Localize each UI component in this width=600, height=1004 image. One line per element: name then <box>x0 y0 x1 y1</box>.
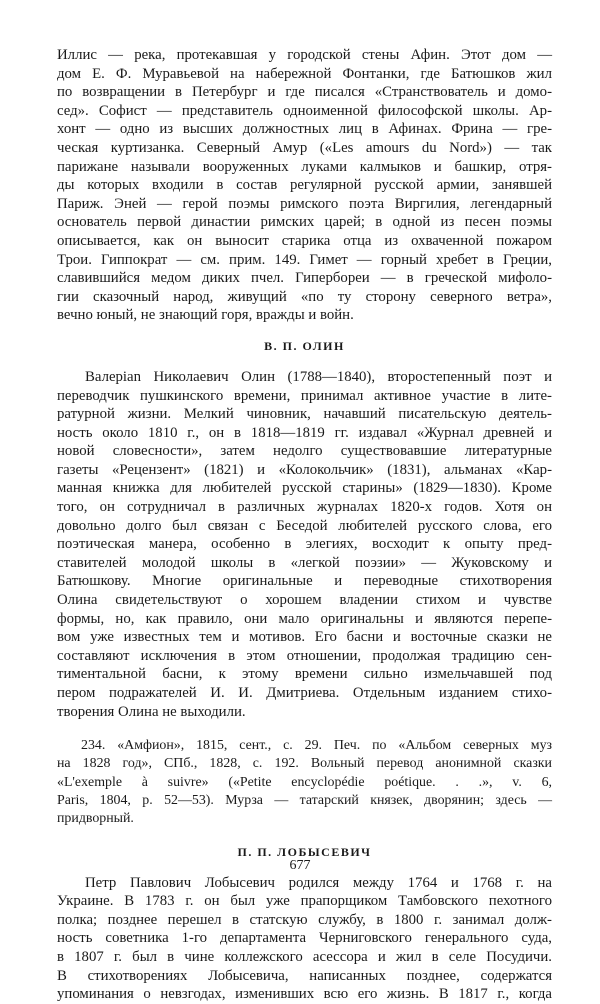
text-line: Олина свидетельствуют о хорошем владении стихом и чувстве <box>57 592 552 609</box>
notes-continuation <box>57 46 552 325</box>
text-line: на 1828 год», СПб., 1828, с. 192. Вольный перевод анонимной сказки <box>57 756 552 772</box>
section-heading-olin: В. П. ОЛИН <box>264 338 345 353</box>
text-line: описывается, как он выносит старика отца из охваченной пожаром <box>57 232 552 249</box>
lobysevich-biography <box>57 874 552 1004</box>
text-line: формы, но, как правило, они мало оригинальны и являются перепе- <box>57 610 552 627</box>
text-line: пером подражателей И. И. Дмитриева. Отдельным изданием стихо- <box>57 685 552 701</box>
text-line: упоминания о невзгодах, изменивших всю его жизнь. В 1817 г., когда <box>57 986 552 1003</box>
text-line: вом уже известных тем и мотивов. Его басни и восточные сказки не <box>57 629 552 646</box>
text-line: В стихотворениях Лобысевича, написанных позднее, содержатся <box>57 967 552 984</box>
text-line: Paris, 1804, p. 52—53). Мурза — татарский князек, дворянин; здесь — <box>57 793 552 809</box>
text-line: Украине. В 1783 г. он был уже прапорщиком Тамбовского пехотного <box>57 893 552 910</box>
text-line: ность советника 1-го департамента Черниговского генерального суда, <box>57 930 552 947</box>
text-line: Трои. Гиппократ — см. прим. 149. Гимет — горный хребет в Греции, <box>57 251 552 268</box>
text-line: тиментальной басни, к этому времени сильно измельчавшей под <box>57 666 552 683</box>
text-line: ратурной жизни. Мелкий чиновник, начавший писательскую деятель- <box>57 406 552 423</box>
text-line: вечно юный, не знающий горя, вражды и войн. <box>57 307 354 324</box>
text-line: манная книжка для любителей русской старины» (1829—1830). Кроме <box>57 480 552 497</box>
olin-biography <box>57 368 552 721</box>
text-line: поэтическая манера, особенно в элегиях, восходит к опыту пред- <box>57 536 552 553</box>
text-line: ность около 1810 г., он в 1818—1819 гг. издавал «Журнал древней и <box>57 424 552 441</box>
text-line: переводчик пушкинского времени, принимал активное участие в лите- <box>57 387 552 404</box>
text-line: придворный. <box>57 811 134 827</box>
text-line: ставителей молодой школы в «легкой поэзии» — Жуковскому и <box>57 554 552 571</box>
text-line: сед». Софист — представитель одноименной философской школы. Ар- <box>57 102 552 119</box>
text-line: хонт — одно из высших должностных лиц в Афинах. Фрина — гре- <box>57 121 552 138</box>
text-line: Валерian Николаевич Олин (1788—1840), второстепенный поэт и <box>85 368 552 385</box>
text-line: новой словесности», затем недолго существовавшие литературные <box>57 443 552 460</box>
text-line: полка; позднее перешел в статскую службу, в 1800 г. занимал долж- <box>57 911 552 928</box>
section-heading-lobysevich: П. П. ЛОБЫСЕВИЧ <box>237 844 372 859</box>
text-line: ды которых входили в состав регулярной русской армии, занявшей <box>57 177 552 194</box>
text-line: творения Олина не выходили. <box>57 703 246 720</box>
text-line: парижане называли вооруженных луками калмыков и башкир, отря- <box>57 158 552 175</box>
text-line: «L'exemple à suivre» («Petite encyclopédie poétique. . .», v. 6, <box>57 774 552 790</box>
text-line: славившийся медом диких пчел. Гипербореи — в греческой мифоло- <box>57 270 552 287</box>
text-line: основатель первой династии римских царей; в одной из песен поэмы <box>57 214 552 231</box>
text-line: гии сказочный народ, живущий «по ту сторону северного ветра», <box>57 288 552 305</box>
text-line: по возвращении в Петербург и где писался «Странствователь и домо- <box>57 84 552 101</box>
spacer <box>57 721 552 737</box>
page-number: 677 <box>289 858 311 873</box>
text-line: 234. «Амфион», 1815, сент., с. 29. Печ. по «Альбом северных муз <box>81 738 552 754</box>
text-line: довольно долго был связан с Беседой любителей русского слова, его <box>57 517 552 534</box>
text-line: в 1807 г. был в чине коллежского асессора и жил в селе Посудичи. <box>57 949 552 966</box>
text-line: Иллис — река, протекавшая у городской стены Афин. Этот дом — <box>57 47 552 63</box>
text-line: Батюшкову. Многие оригинальные и переводные стихотворения <box>57 573 552 590</box>
text-line: ческая куртизанка. Северный Амур («Les amours du Nord») — так <box>57 139 552 156</box>
text-line: того, он сотрудничал в различных журналах 1820-х годов. Хотя он <box>57 499 552 516</box>
text-line: дом Е. Ф. Муравьевой на набережной Фонтанки, где Батюшков жил <box>57 65 552 82</box>
text-line: Париж. Эней — герой поэмы римского поэта Виргилия, легендарный <box>57 195 552 212</box>
text-line: составляют исключения в этом отношении, продолжая традицию сен- <box>57 647 552 664</box>
text-line: газеты «Рецензент» (1821) и «Колокольчик» (1831), альманах «Кар- <box>57 461 552 478</box>
text-line: Петр Павлович Лобысевич родился между 1764 и 1768 г. на <box>85 874 552 891</box>
note-234 <box>57 737 552 828</box>
